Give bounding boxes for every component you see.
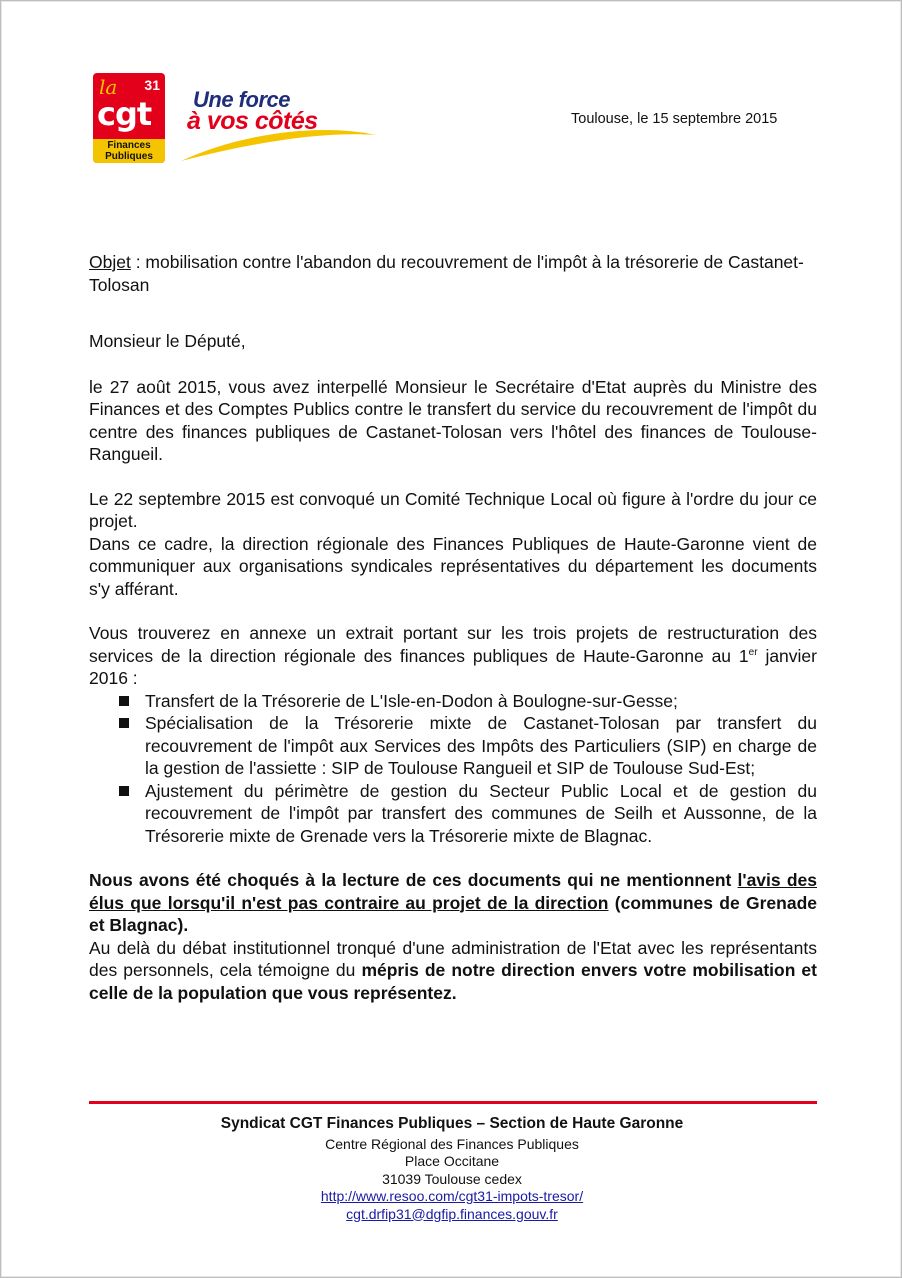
list-item: Spécialisation de la Trésorerie mixte de Castanet-Tolosan par transfert du recouvrement de l'impôt aux Services des Impôts des Particuliers (SIP) en charge de la gestion de l'assiette : SIP de Toulouse Rangueil et SIP de Toulouse Sud-Est;	[89, 712, 817, 780]
paragraph-2: Le 22 septembre 2015 est convoqué un Comité Technique Local où figure à l'ordre du jour ce projet.	[89, 488, 817, 531]
slogan-line1: Une force	[193, 87, 290, 112]
subject-label: Objet	[89, 252, 131, 272]
logo-finances-publiques	[93, 139, 165, 163]
footer-email-link[interactable]: cgt.drfip31@dgfip.finances.gouv.fr	[346, 1205, 558, 1222]
footer-address-line1: Centre Régional des Finances Publiques	[325, 1135, 579, 1152]
logo-publiques: Publiques	[105, 151, 153, 162]
annex-text-after: janvier 2016 :	[89, 645, 817, 688]
footer-divider	[89, 1101, 817, 1104]
conclusion-part1: Au delà du débat institutionnel tronqué d'une administration de l'Etat avec les représentants des personnels, cela témoigne du	[89, 937, 817, 980]
letter-body	[89, 251, 817, 1004]
list-item: Transfert de la Trésorerie de L'Isle-en-Dodon à Boulogne-sur-Gesse;	[89, 690, 817, 713]
footer-title: Syndicat CGT Finances Publiques – Section de Haute Garonne	[220, 1115, 684, 1132]
shock-part1: Nous avons été choqués à la lecture de ces documents qui ne mentionnent	[89, 870, 738, 890]
paragraph-3: Dans ce cadre, la direction régionale des Finances Publiques de Haute-Garonne vient de communiquer aux organisations syndicales représentatives du département les documents s'y afférant.	[89, 533, 817, 599]
footer-address-line2: Place Occitane	[404, 1153, 500, 1169]
logo-la: la	[99, 75, 118, 99]
logo-finances: Finances	[107, 140, 151, 151]
list-item: Ajustement du périmètre de gestion du Secteur Public Local et de gestion du recouvrement de l'impôt par transfert des communes de Seilh et Aussonne, de la Trésorerie mixte de Grenade vers la Trésorerie mixte de Blagnac.	[89, 780, 817, 848]
logo-number: 31	[144, 77, 160, 93]
projects-list	[89, 690, 817, 848]
cgt-logo	[93, 73, 373, 165]
slogan-line2: à vos côtés	[187, 107, 318, 135]
slogan	[181, 83, 381, 163]
logo-cgt: cgt	[97, 95, 152, 133]
shock-underlined: l'avis des élus que lorsqu'il n'est pas contraire au projet de la direction	[89, 870, 817, 913]
footer-website-link[interactable]: http://www.resoo.com/cgt31-impots-tresor/	[320, 1188, 584, 1204]
cgt-logo-block	[93, 73, 165, 163]
footer	[1, 1115, 902, 1223]
letter-date: Toulouse, le 15 septembre 2015	[571, 111, 778, 127]
shock-statement	[89, 869, 817, 937]
annex-text-before: Vous trouverez en annexe un extrait portant sur les trois projets de restructuration des services de la direction régionale des finances publiques de Haute-Garonne au 1	[89, 623, 817, 666]
conclusion-paragraph	[89, 937, 817, 1005]
conclusion-bold: mépris de notre direction envers votre mobilisation et celle de la population que vous représentez.	[89, 960, 817, 1003]
annex-paragraph	[89, 622, 817, 690]
paragraph-1: le 27 août 2015, vous avez interpellé Monsieur le Secrétaire d'Etat auprès du Ministre des Finances et des Comptes Publics contre le transfert du service du recouvrement de l'impôt du centre des finances publiques de Castanet-Tolosan vers l'hôtel des finances de Toulouse-Rangueil.	[89, 376, 817, 464]
subject-line	[89, 251, 817, 296]
annex-superscript: er	[748, 646, 758, 658]
shock-part3: (communes de Grenade et Blagnac).	[89, 892, 817, 935]
footer-address-line3: 31039 Toulouse cedex	[382, 1170, 522, 1187]
salutation: Monsieur le Député,	[89, 331, 246, 351]
subject-text: : mobilisation contre l'abandon du recouvrement de l'impôt à la trésorerie de Castanet-Tolosan	[89, 252, 804, 295]
